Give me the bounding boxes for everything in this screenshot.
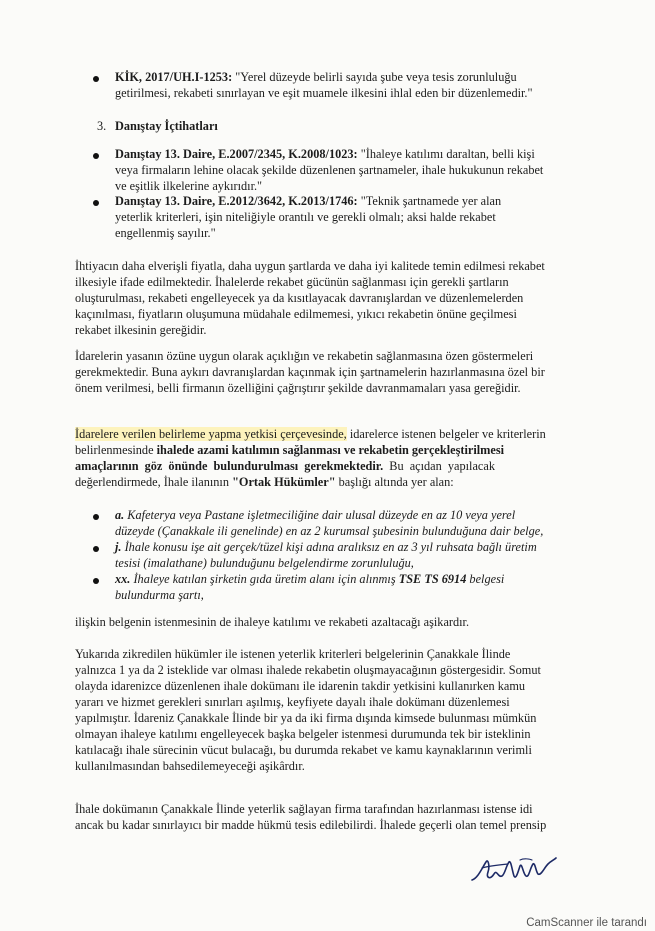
para5-line-7: katılacağı ihale sürecinin vücut bulacağı, bu durumda rekabet ve kamu kaynaklarının verimli	[75, 743, 532, 757]
ortak-hukumler: "Ortak Hükümler"	[232, 475, 336, 489]
criteria-xx-line-1	[115, 571, 504, 587]
para1-line-5: rekabet ilkesinin gereğidir.	[75, 323, 207, 337]
para3-highlight: İdarelere verilen belirleme yapma yetkisi çerçevesinde,	[75, 427, 347, 441]
bullet-criteria-a	[93, 514, 99, 520]
danistay1-line-2: veya firmaların lehine olacak şekilde düzenlenen şartnameler, ihale hukukunun rekabet	[115, 163, 544, 177]
criteria-xx-line-2: bulundurma şartı,	[115, 588, 204, 602]
criteria-j-letter: j.	[115, 540, 122, 554]
para3-text-1b: idarelerce istenen belgeler ve kriterlerin	[346, 427, 546, 441]
criteria-xx-letter: xx.	[115, 572, 131, 586]
para5-line-3: olayda idarenizce düzenlenen ihale dokümanı ile idarenin takdir yetkisini kullanırken kamu	[75, 679, 526, 693]
para3-text-2a: belirlenmesinde	[75, 443, 157, 457]
para5-line-4: yararı ve hizmet gerekleri sınırları aşılmış, keyfiyete dayalı ihale dokümanı düzenlemesi	[75, 695, 510, 709]
criteria-j-line-2: tesisi (imalathane) bulunduğunu belgelendirme zorunluluğu,	[115, 556, 414, 570]
para3-text-4c: başlığı altında yer alan:	[335, 475, 454, 489]
para3-bold-2: ihalede azami katılımın sağlanması ve rekabetin gerçekleştirilmesi	[156, 443, 505, 457]
para1-line-4: kaçınılması, fiyatların oluşumuna müdahale edilmemesi, yıkıcı rekabetin önüne geçilmesi	[75, 307, 517, 321]
criteria-j-line-1	[115, 539, 537, 555]
para5-line-6: olmayan ihaleye katılımı engelleyecek başka belgeler istenmesi durumunda tek bir isteklinin	[75, 727, 531, 741]
kik-line-2: getirilmesi, rekabeti sınırlayan ve eşit muamele ilkesini ihlal eden bir düzenlemedir."	[115, 86, 533, 100]
para1-line-3: oluşturulması, rekabeti engelleyecek ya da kısıtlayacak davranışlardan ve düzenlemelerden	[75, 291, 524, 305]
criteria-xx-text-1c: belgesi	[466, 572, 505, 586]
signature-image	[468, 848, 560, 888]
para5-line-2: yalnızca 1 ya da 2 isteklide var olması ihalede rekabetin oluşmayacağının göstergesidir. Somut	[75, 663, 541, 677]
kik-ref: KİK, 2017/UH.I-1253:	[115, 70, 233, 84]
para3-bold-3: amaçlarının göz önünde bulundurulması gerekmektedir.	[75, 459, 384, 473]
kik-text-1: "Yerel düzeyde belirli sayıda şube veya tesis zorunluluğu	[232, 70, 517, 84]
bullet-danistay-1	[93, 153, 99, 159]
criteria-xx-tse: TSE TS 6914	[398, 572, 467, 586]
scanner-watermark: CamScanner ile tarandı	[526, 917, 647, 929]
criteria-j-text-1: İhale konusu işe ait gerçek/tüzel kişi adına aralıksız en az 3 yıl ruhsata bağlı üretim	[121, 540, 537, 554]
para5-line-5: yapılmıştır. İdareniz Çanakkale İlinde bir ya da iki firma dışında kimsede bulunması mümkün	[75, 711, 537, 725]
danistay2-line-2: yeterlik kriterleri, işin niteliğiyle orantılı ve gerekli olmalı; aksi halde rekabet	[115, 210, 496, 224]
bullet-criteria-xx	[93, 578, 99, 584]
kik-line-1	[115, 69, 517, 85]
danistay1-ref: Danıştay 13. Daire, E.2007/2345, K.2008/1023:	[115, 147, 358, 161]
para2-line-3: önem verilmesi, belli firmanın özelliğini çağrıştırır şekilde davranmamaları yasa gereğidir.	[75, 381, 521, 395]
para3-text-4a: değerlendirmede, İhale ilanının	[75, 475, 233, 489]
danistay1-line-3: ve eşitlik ilkelerine aykırıdır."	[115, 179, 263, 193]
criteria-a-letter: a.	[115, 508, 125, 522]
criteria-a-line-1	[115, 507, 515, 523]
criteria-xx-text-1a: İhaleye katılan şirketin gıda üretim alanı için alınmış	[130, 572, 399, 586]
para1-line-2: ilkesiyle ifade edilmektedir. İhalelerde rekabet gücünün sağlanması için gerekli şartların	[75, 275, 509, 289]
danistay2-line-3: engellenmiş sayılır."	[115, 226, 216, 240]
criteria-a-line-2: düzeyde (Çanakkale ili genelinde) en az 2 kurumsal şubesinin bulunduğuna dair belge,	[115, 524, 544, 538]
para1-line-1: İhtiyacın daha elverişli fiyatla, daha uygun şartlarda ve daha iyi kalitede temin edilmesi rekabet	[75, 259, 545, 273]
danistay2-text-1: "Teknik şartnamede yer alan	[357, 194, 502, 208]
para5-line-1: Yukarıda zikredilen hükümler ile istenen yeterlik kriterleri belgelerinin Çanakkale İlinde	[75, 647, 511, 661]
danistay1-line-1	[115, 146, 535, 162]
para3-text-3b: Bu açıdan yapılacak	[383, 459, 495, 473]
danistay1-text-1: "İhaleye katılımı daraltan, belli kişi	[357, 147, 535, 161]
bullet-danistay-2	[93, 200, 99, 206]
criteria-a-text-1: Kafeterya veya Pastane işletmeciliğine dair ulusal düzeyde en az 10 veya yerel	[124, 508, 516, 522]
section-number: 3.	[97, 119, 107, 133]
para3-line-3	[75, 458, 495, 474]
bullet-criteria-j	[93, 546, 99, 552]
para3-line-2	[75, 442, 504, 458]
para5-line-8: kullanılmasından bahsedilemeyeceği aşikârdır.	[75, 759, 305, 773]
para3-line-4	[75, 474, 454, 490]
section-title: Danıştay İçtihatları	[115, 119, 218, 133]
para6-line-1: İhale dokümanın Çanakkale İlinde yeterlik sağlayan firma tarafından hazırlanması istense idi	[75, 802, 533, 816]
para6-line-2: ancak bu kadar sınırlayıcı bir madde hükmü tesis edilebilirdi. İhalede geçerli olan temel prensip	[75, 818, 547, 832]
para2-line-2: gerekmektedir. Buna aykırı davranışlardan kaçınmak için şartnamelerin hazırlanmasına özel bir	[75, 365, 545, 379]
para2-line-1: İdarelerin yasanın özüne uygun olarak açıklığın ve rekabetin sağlanmasına özen göstermeleri	[75, 349, 534, 363]
para4-line: ilişkin belgenin istenmesinin de ihaleye katılımı ve rekabeti azaltacağı aşikardır.	[75, 615, 470, 629]
bullet-kik	[93, 76, 99, 82]
danistay2-line-1	[115, 193, 501, 209]
para3-line-1	[75, 426, 546, 442]
danistay2-ref: Danıştay 13. Daire, E.2012/3642, K.2013/1746:	[115, 194, 358, 208]
